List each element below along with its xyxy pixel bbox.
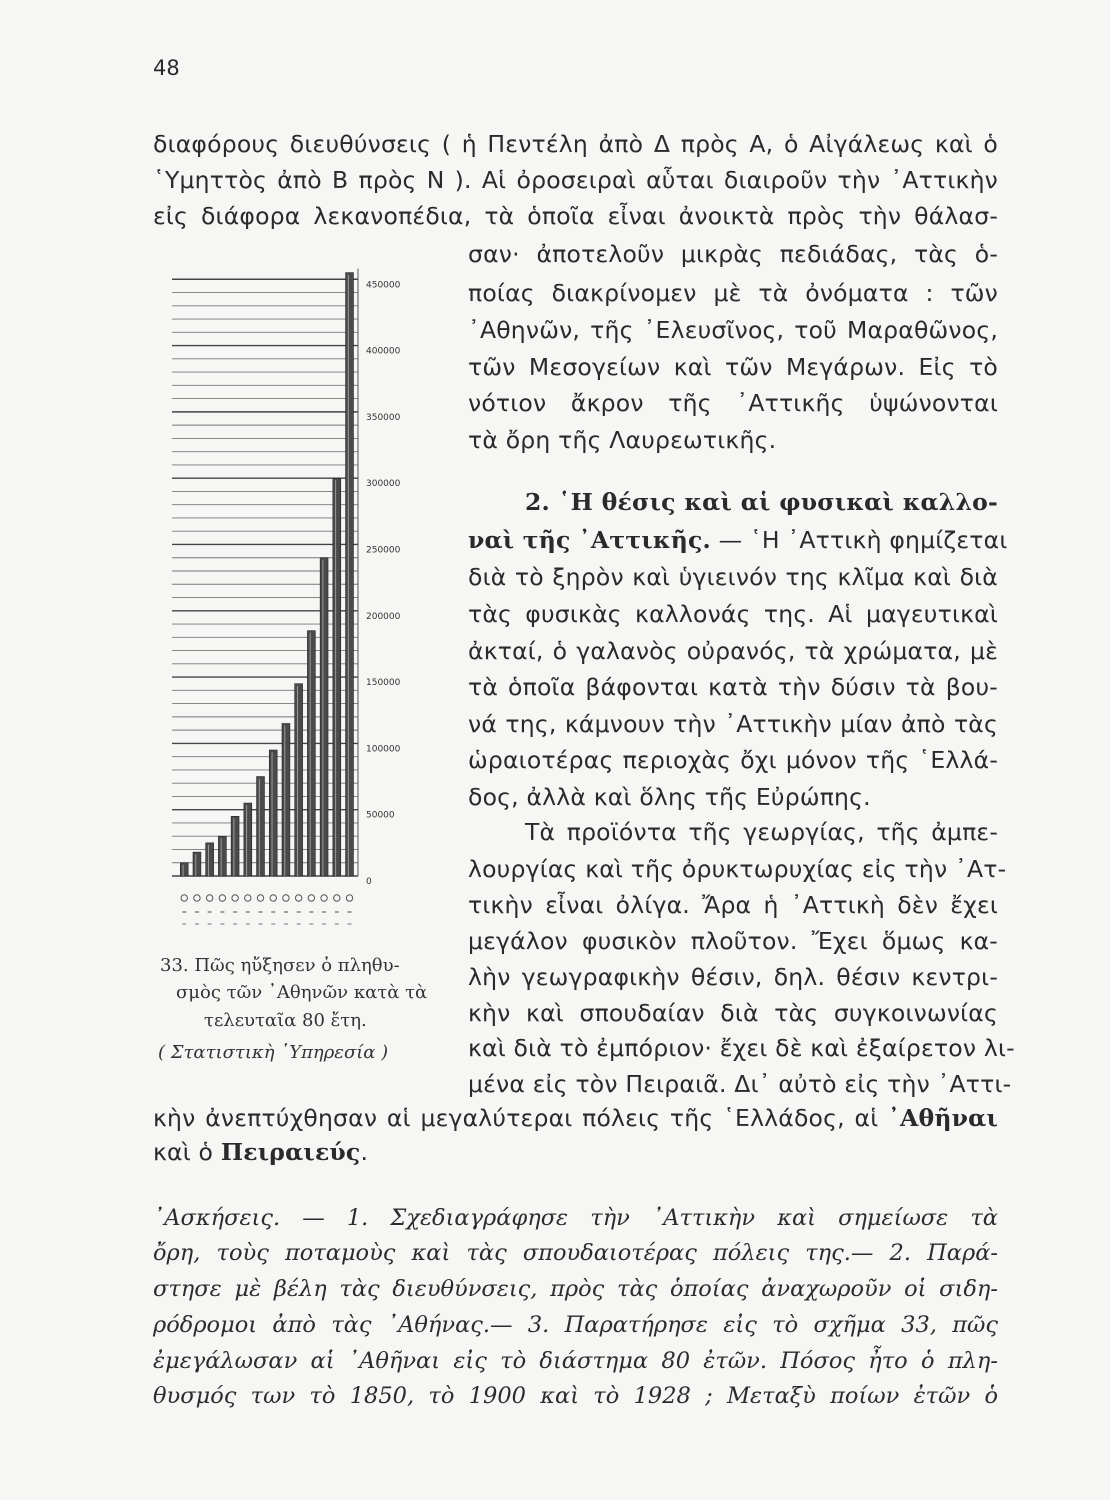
body-line: δος, ἀλλὰ καὶ ὅλης τῆς Εὐρώπης.	[468, 783, 871, 811]
body-line: νά της, κάμνουν τὴν ᾿Αττικὴν μίαν ἀπὸ τὰς	[468, 710, 998, 738]
year-mark	[334, 895, 340, 901]
bar	[231, 816, 239, 876]
body-bold-piraeus: Πειραιεύς	[220, 1138, 361, 1166]
y-tick-label: 200000	[366, 611, 401, 622]
year-mark	[232, 895, 238, 901]
body-text: κὴν ἀνεπτύχθησαν αἱ μεγαλύτεραι πόλεις τῆς ῾Ελλάδος, αἱ	[153, 1104, 879, 1132]
year-mark	[295, 895, 301, 901]
bar	[193, 852, 201, 876]
body-line: τὰς φυσικὰς καλλονάς της. Αἱ μαγευτικαὶ	[468, 600, 998, 628]
bar	[244, 803, 252, 876]
body-bold-athens: ᾿Αθῆναι	[888, 1104, 999, 1132]
year-mark	[219, 895, 225, 901]
body-line	[153, 1104, 998, 1132]
figure-caption-line: τελευταῖα 80 ἔτη.	[204, 1010, 367, 1031]
body-line: λὴν γεωγραφικὴν θέσιν, δηλ. θέσιν κεντρι-	[468, 963, 998, 991]
y-tick-label: 350000	[366, 412, 401, 423]
body-line: τὰ ὁποῖα βάφονται κατὰ τὴν δύσιν τὰ βου-	[468, 673, 998, 701]
year-mark	[283, 895, 289, 901]
body-line: ὡραιοτέρας περιοχὰς ὄχι μόνον τῆς ῾Ελλά-	[468, 746, 998, 774]
body-line: λουργίας καὶ τῆς ὀρυκτωρυχίας εἰς τὴν ᾿Ατ-	[468, 855, 1007, 883]
body-line: ἀκταί, ὁ γαλανὸς οὐρανός, τὰ χρώματα, μὲ	[468, 637, 998, 665]
body-line: καὶ διὰ τὸ ἐμπόριον· ἔχει δὲ καὶ ἐξαίρετον λι-	[468, 1034, 1015, 1062]
bar	[206, 843, 214, 876]
body-text: καὶ ὁ	[153, 1138, 214, 1166]
section-heading-line2	[468, 526, 1008, 554]
y-tick-label: 0	[366, 877, 372, 887]
y-tick-label: 300000	[366, 479, 401, 490]
body-line: εἰς διάφορα λεκανοπέδια, τὰ ὁποῖα εἶναι ἀνοικτὰ πρὸς τὴν θάλασ-	[153, 202, 998, 230]
bar	[333, 478, 341, 876]
section-heading-rest: — ῾Η ᾿Αττικὴ φημίζεται	[718, 526, 1008, 554]
y-tick-label: 50000	[366, 810, 395, 821]
body-line: τῶν Μεσογείων καὶ τῶν Μεγάρων. Εἰς τὸ	[468, 353, 998, 381]
population-bar-chart	[160, 258, 460, 948]
exercise-line: ρόδρομοι ἀπὸ τὰς ᾿Αθήνας.— 3. Παρατήρησε εἰς τὸ σχῆμα 33, πῶς	[153, 1312, 998, 1338]
section-heading: 2. ῾Η θέσις καὶ αἱ φυσικαὶ καλλο-	[525, 488, 998, 516]
body-line	[153, 1138, 368, 1166]
bar	[218, 836, 226, 876]
bar	[269, 750, 277, 876]
page-number: 48	[153, 56, 180, 80]
exercise-line: στησε μὲ βέλη τὰς διευθύνσεις, πρὸς τὰς ὁποίας ἀναχωροῦν οἱ σιδη-	[153, 1276, 998, 1302]
body-line: διαφόρους διευθύνσεις ( ἡ Πεντέλη ἀπὸ Δ πρὸς Α, ὁ Αἰγάλεως καὶ ὁ	[153, 130, 998, 158]
exercise-line: ᾿Ασκήσεις. — 1. Σχεδιαγράφησε τὴν ᾿Αττικὴν καὶ σημείωσε τὰ	[153, 1205, 998, 1231]
year-mark	[308, 895, 314, 901]
y-tick-label: 450000	[366, 280, 401, 291]
year-mark	[321, 895, 327, 901]
exercise-line: ὄρη, τοὺς ποταμοὺς καὶ τὰς σπουδαιοτέρας πόλεις της.— 2. Παρά-	[153, 1240, 998, 1266]
bar	[295, 684, 303, 876]
y-tick-label: 150000	[366, 678, 401, 689]
body-line: Τὰ προϊόντα τῆς γεωργίας, τῆς ἀμπε-	[525, 818, 998, 846]
exercise-line: θυσμός των τὸ 1850, τὸ 1900 καὶ τὸ 1928 ; Μεταξὺ ποίων ἐτῶν ὁ	[153, 1383, 998, 1409]
body-line: ῾Υμηττὸς ἀπὸ Β πρὸς Ν ). Αἱ ὀροσειραὶ αὗται διαιροῦν τὴν ᾿Αττικὴν	[153, 166, 998, 194]
body-line: κὴν καὶ σπουδαίαν διὰ τὰς συγκοινωνίας	[468, 999, 998, 1027]
figure-caption-source: ( Στατιστικὴ ῾Υπηρεσία )	[158, 1042, 389, 1063]
body-line: διὰ τὸ ξηρὸν καὶ ὑγιεινόν της κλῖμα καὶ διὰ	[468, 563, 998, 591]
y-tick-label: 400000	[366, 346, 401, 357]
body-line: ᾿Αθηνῶν, τῆς ᾿Ελευσῖνος, τοῦ Μαραθῶνος,	[468, 316, 998, 344]
year-mark	[270, 895, 276, 901]
body-line: σαν· ἀποτελοῦν μικρὰς πεδιάδας, τὰς ὁ-	[468, 240, 998, 268]
year-mark	[194, 895, 200, 901]
body-line: μεγάλον φυσικὸν πλοῦτον. Ἔχει ὅμως κα-	[468, 927, 998, 955]
body-line: τὰ ὄρη τῆς Λαυρεωτικῆς.	[468, 426, 777, 454]
year-mark	[346, 895, 352, 901]
body-line: ποίας διακρίνομεν μὲ τὰ ὀνόματα : τῶν	[468, 279, 998, 307]
y-tick-label: 100000	[366, 744, 401, 755]
bar	[257, 777, 265, 876]
year-mark	[245, 895, 251, 901]
bar	[346, 273, 354, 876]
figure-caption-line: σμὸς τῶν ᾿Αθηνῶν κατὰ τὰ	[176, 982, 428, 1003]
year-mark	[181, 895, 187, 901]
figure-caption-line: 33. Πῶς ηὔξησεν ὁ πληθυ-	[160, 955, 400, 976]
body-line: μένα εἰς τὸν Πειραιᾶ. Δι᾿ αὐτὸ εἰς τὴν ᾿Αττι-	[468, 1070, 1012, 1098]
body-line: νότιον ἄκρον τῆς ᾿Αττικῆς ὑψώνονται	[468, 389, 998, 417]
year-mark	[206, 895, 212, 901]
body-line: τικὴν εἶναι ὀλίγα. Ἄρα ἡ ᾿Αττικὴ δὲν ἔχει	[468, 891, 998, 919]
y-tick-label: 250000	[366, 545, 401, 556]
bar	[320, 558, 328, 876]
section-heading-bold: ναὶ τῆς ᾿Αττικῆς.	[468, 526, 711, 554]
year-mark	[257, 895, 263, 901]
bar	[307, 631, 315, 876]
bar	[180, 863, 188, 876]
bar	[282, 724, 290, 877]
exercise-line: ἐμεγάλωσαν αἱ ᾿Αθῆναι εἰς τὸ διάστημα 80 ἐτῶν. Πόσος ἦτο ὁ πλη-	[153, 1348, 998, 1374]
body-text: .	[360, 1138, 369, 1166]
